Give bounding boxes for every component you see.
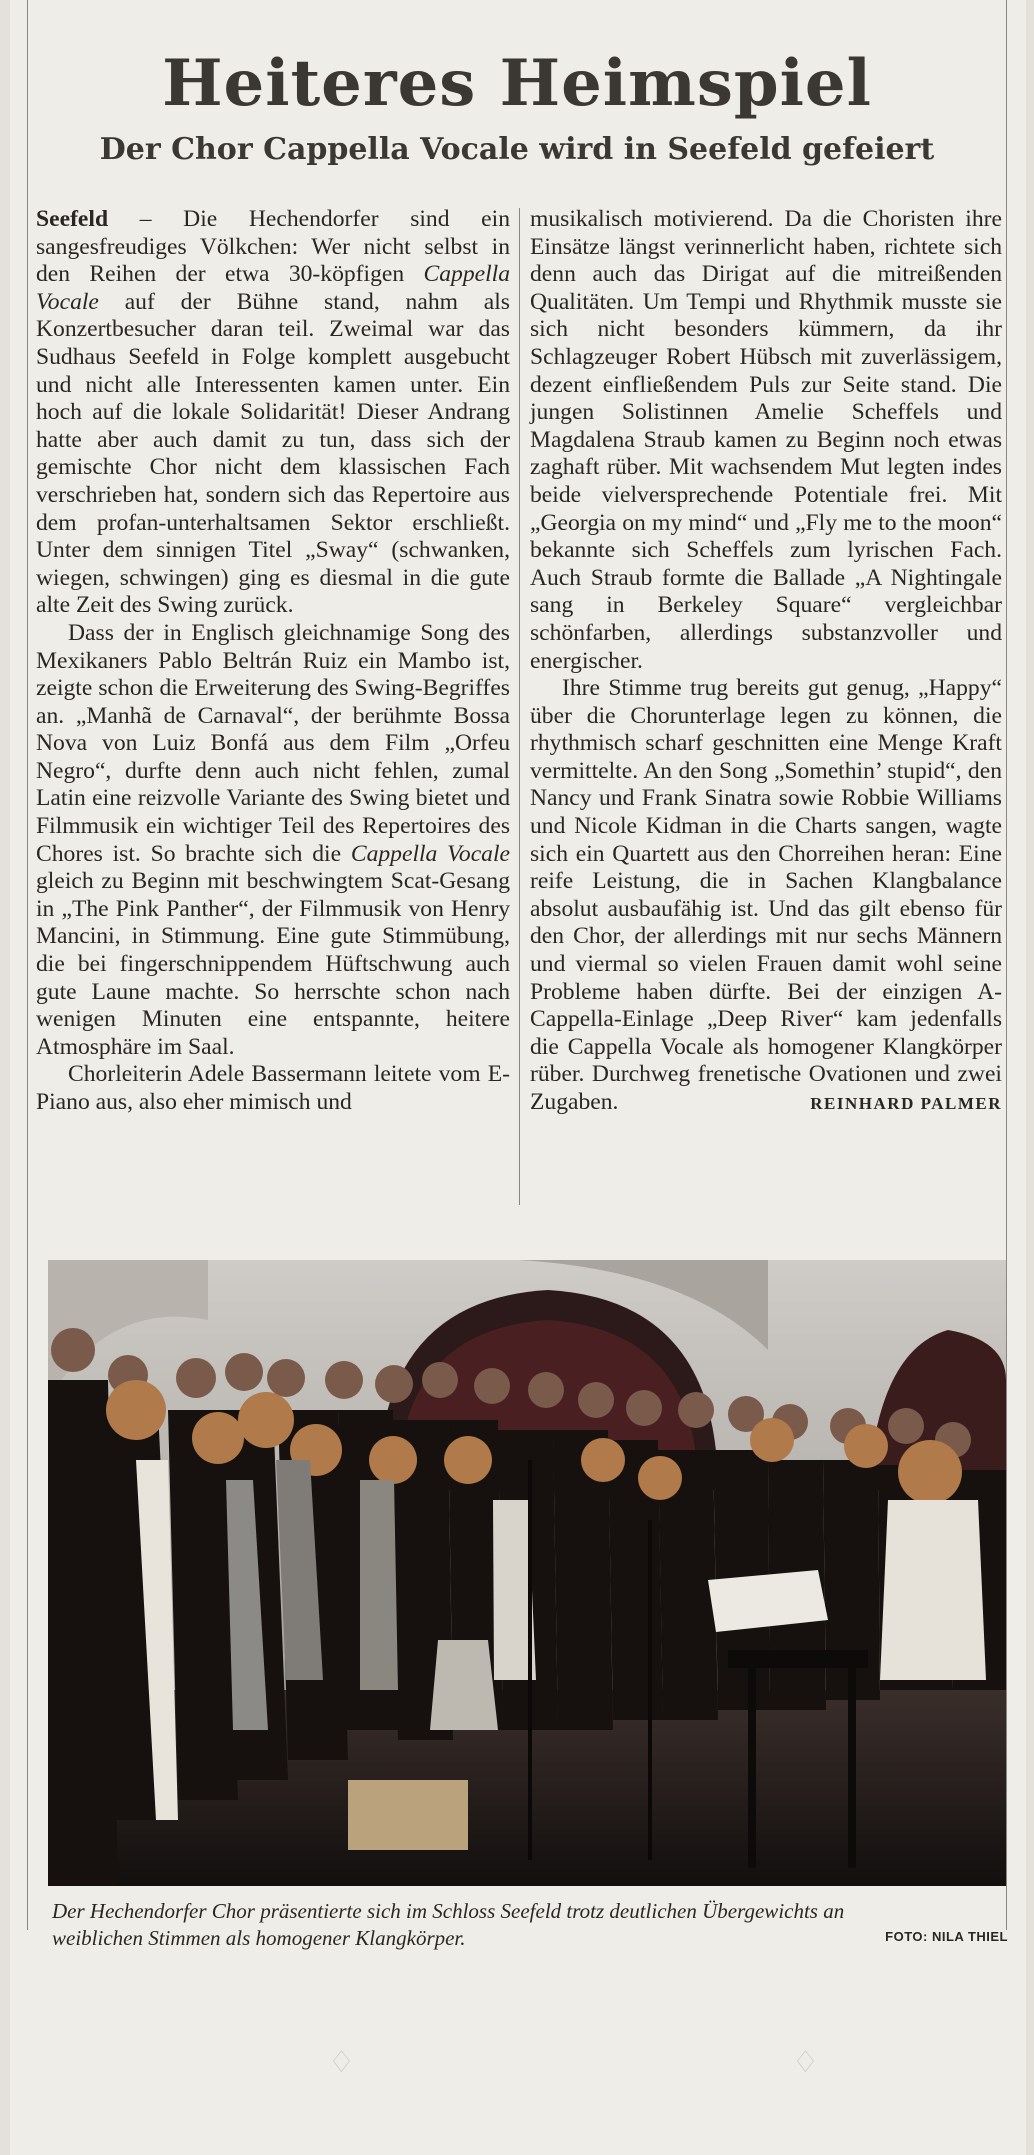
article-column-1	[36, 206, 510, 1117]
paragraph: Ihre Stimme trug bereits gut genug, „Happy“ über die Chorunterlage legen zu können, die rhythmisch scharf geschnitten eine Menge Kraft vermittelte. An den Song „Somethin’ stupid“, den Nancy und Frank Sinatra sowie Robbie Williams und Nicole Kidman in die Charts sangen, wagte sich ein Quartett aus den Chorreihen heran: Eine reife Leistung, die in Sachen Klangbalance absolut ausbaufähig ist. Und das gilt ebenso für den Chor, der allerdings mit nur sechs Männern und viermal so vielen Frauen damit wohl seine Probleme haben dürfte. Bei der einzigen A-Cappella-Einlage „Deep River“ kam jedenfalls die Cappella Vocale als homogener Klangkörper rüber. Durchweg frenetische Ovationen und zwei Zugaben.	[530, 675, 1002, 1115]
column-divider	[519, 208, 520, 1205]
choir-name: Cappella Vocale	[350, 840, 511, 867]
paragraph: Seefeld – Die Hechendorfer sind ein sangesfreudiges Völkchen: Wer nicht selbst in den Reihen der etwa 30-köpfigen Cappella Vocale auf der Bühne stand, nahm als Konzertbesucher daran teil. Zweimal war das Sudhaus Seefeld in Folge komplett ausgebucht und nicht alle Interessenten kamen unter. Ein hoch auf die lokale Solidarität! Dieser Andrang hatte aber auch damit zu tun, dass sich der gemischte Chor nicht dem klassischen Fach verschrieben hat, sondern sich das Repertoire aus dem profan-unterhaltsamen Sektor erschließt. Unter dem sinnigen Titel „Sway“ (schwanken, wiegen, schwingen) ging es diesmal in die gute alte Zeit des Swing zurück.	[36, 206, 510, 619]
left-border-rule	[27, 0, 28, 1930]
choir-photo-illustration	[48, 1260, 1006, 1886]
page-ornament: ♢	[792, 2045, 819, 2080]
headline: Heiteres Heimspiel	[162, 46, 872, 121]
author-byline: REINHARD PALMER	[810, 1093, 1002, 1113]
paragraph: Dass der in Englisch gleichnamige Song des Mexikaners Pablo Beltrán Ruiz ein Mambo ist, zeigte schon die Erweiterung des Swing-Begriffes an. „Manhã de Carnaval“, der berühmte Bossa Nova von Luiz Bonfá aus dem Film „Orfeu Negro“, durfte denn auch nicht fehlen, zumal Latin eine reizvolle Variante des Swing bietet und Filmmusik ein wichtiger Teil des Repertoires des Chores ist. So brachte sich die Cappella Vocale gleich zu Beginn mit beschwingtem Scat-Gesang in „The Pink Panther“, der Filmmusik von Henry Mancini, in Stimmung. Eine gute Stimmübung, die bei fingerschnippendem Hüftschwung auch gute Laune machte. So herrschte schon nach wenigen Minuten eine entspannte, heitere Atmosphäre im Saal.	[36, 619, 511, 1060]
page-ornament: ♢	[328, 2045, 355, 2080]
photo-caption: Der Hechendorfer Chor präsentierte sich im Schloss Seefeld trotz deutlichen Übergewichts an weiblichen Stimmen als homogener Klangkörper.	[52, 1899, 845, 1950]
article-column-2	[530, 206, 1002, 1117]
dateline: Seefeld	[36, 206, 109, 232]
choir-photo	[48, 1260, 1006, 1886]
subheadline: Der Chor Cappella Vocale wird in Seefeld gefeiert	[99, 132, 935, 167]
right-border-rule	[1006, 0, 1007, 1930]
choir-name: Cappella Vocale	[36, 261, 510, 315]
paragraph: Chorleiterin Adele Bassermann leitete vom E-Piano aus, also eher mimisch und	[36, 1061, 510, 1115]
photo-credit: FOTO: NILA THIEL	[885, 1929, 1008, 1944]
paragraph: musikalisch motivierend. Da die Choristen ihre Einsätze längst verinnerlicht haben, richtete sich denn auch das Dirigat auf die mitreißenden Qualitäten. Um Tempi und Rhythmik musste sie sich nicht besonders kümmern, da ihr Schlagzeuger Robert Hübsch mit zuverlässigem, dezent einfließendem Puls zur Seite stand. Die jungen Solistinnen Amelie Scheffels und Magdalena Straub kamen zu Beginn noch etwas zaghaft rüber. Mit wachsendem Mut legten indes beide vielversprechende Potentiale frei. Mit „Georgia on my mind“ und „Fly me to the moon“ bekannte sich Scheffels zum lyrischen Fach. Auch Straub formte die Ballade „A Nightingale sang in Berkeley Square“ vergleichbar schönfarben, allerdings substanzvoller und energischer.	[530, 206, 1002, 674]
